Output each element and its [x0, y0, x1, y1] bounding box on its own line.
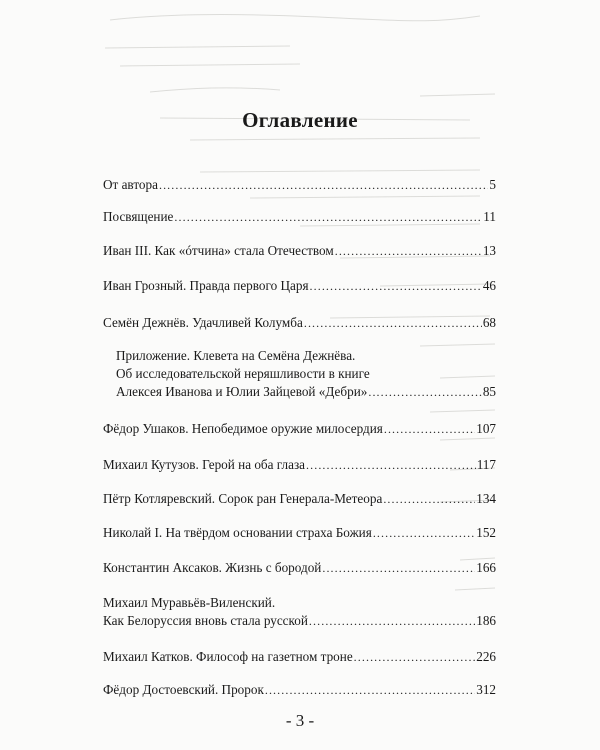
toc-entry-title: Иван Грозный. Правда первого Царя — [103, 278, 309, 293]
toc-heading: Оглавление — [242, 108, 358, 132]
toc-entry-page: 312 — [476, 682, 496, 697]
dot-leader — [368, 383, 481, 401]
toc-entry-title: Семён Дежнёв. Удачливей Колумба — [103, 315, 303, 330]
dot-leader — [373, 524, 475, 542]
page-number: - 3 - — [285, 711, 315, 730]
toc-entry-title: Михаил Кутузов. Герой на оба глаза — [103, 457, 306, 472]
toc-entry-line: Михаил Муравьёв-Виленский. — [103, 595, 276, 610]
toc-entry-page: 134 — [476, 491, 496, 506]
toc-entry-title: Как Белоруссия вновь стала русской — [103, 613, 308, 628]
dot-leader — [159, 176, 488, 194]
toc-entry — [103, 456, 496, 474]
toc-entry — [103, 559, 496, 577]
dot-leader — [265, 681, 475, 699]
toc-entry-title: Николай I. На твёрдом основании страха Божия — [103, 525, 372, 540]
dot-leader — [354, 648, 476, 666]
dot-leader — [304, 314, 482, 332]
toc-entry-page: 226 — [476, 649, 496, 664]
toc-entry — [103, 176, 496, 194]
toc-entry-page: 117 — [476, 457, 496, 472]
toc-entry — [103, 648, 496, 666]
toc-entry — [103, 314, 496, 332]
toc-entry-page: 68 — [482, 315, 496, 330]
dot-leader — [322, 559, 475, 577]
toc-entry-page: 5 — [489, 177, 496, 192]
dot-leader — [309, 612, 475, 630]
toc-entry-page: 85 — [482, 384, 496, 399]
dot-leader — [384, 420, 475, 438]
toc-entry-page: 186 — [476, 613, 496, 628]
toc-entry-page: 11 — [483, 209, 496, 224]
toc-entry-page: 166 — [476, 560, 496, 575]
dot-leader — [335, 242, 482, 260]
toc-entry — [103, 681, 496, 699]
toc-entry-title: Фёдор Достоевский. Пророк — [103, 682, 264, 697]
dot-leader — [174, 208, 482, 226]
toc-entry-title: Посвящение — [103, 209, 174, 224]
toc-entry-title: Михаил Катков. Философ на газетном троне — [103, 649, 353, 664]
toc-entry — [103, 594, 496, 630]
dot-leader — [310, 277, 482, 295]
toc-entry-title: Алексея Иванова и Юлии Зайцевой «Дебри» — [116, 384, 368, 399]
toc-entry — [103, 208, 496, 226]
toc-entry — [103, 420, 496, 438]
toc-entry-title: От автора — [103, 177, 158, 192]
dot-leader — [306, 456, 476, 474]
toc-entry-title: Константин Аксаков. Жизнь с бородой — [103, 560, 322, 575]
dot-leader — [383, 490, 475, 508]
toc-entry-appendix — [103, 347, 496, 401]
toc-entry-line: Приложение. Клевета на Семёна Дежнёва. — [116, 348, 356, 363]
toc-entry — [103, 490, 496, 508]
toc-entry — [103, 242, 496, 260]
toc-entry — [103, 524, 496, 542]
toc-entry-title: Пётр Котляревский. Сорок ран Генерала-Метеора — [103, 491, 383, 506]
toc-entry-page: 107 — [476, 421, 496, 436]
toc-entry-title: Иван III. Как «óтчина» стала Отечеством — [103, 243, 334, 258]
toc-entry-page: 152 — [476, 525, 496, 540]
toc-entry-title: Фёдор Ушаков. Непобедимое оружие милосердия — [103, 421, 383, 436]
toc-entry-page: 13 — [482, 243, 496, 258]
toc-entry-line: Об исследовательской неряшливости в книге — [116, 366, 370, 381]
toc-entry — [103, 277, 496, 295]
toc-entry-page: 46 — [482, 278, 496, 293]
